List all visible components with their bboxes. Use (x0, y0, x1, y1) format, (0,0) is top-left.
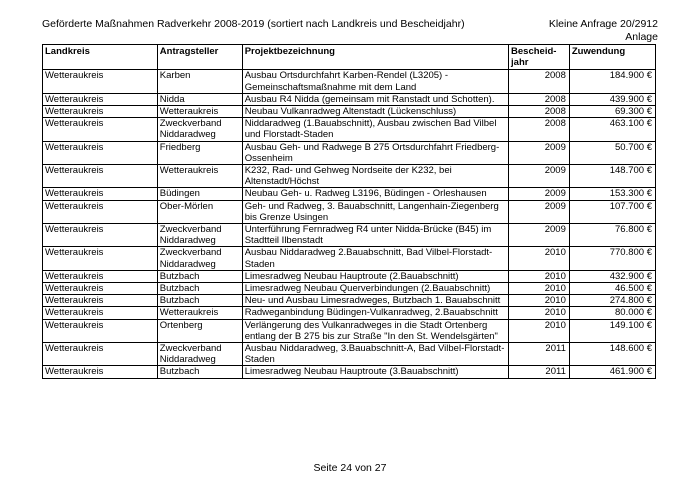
cell-zuwendung: 461.900 € (569, 366, 655, 378)
table-row (43, 93, 656, 105)
header-zuwendung: Zuwendung (569, 45, 655, 70)
cell-antragsteller: Wetteraukreis (157, 307, 242, 319)
cell-projektbezeichnung: Radweganbindung Büdingen-Vulkanradweg, 2.Bauabschnitt (242, 307, 508, 319)
cell-zuwendung: 148.600 € (569, 343, 655, 366)
table-row (43, 307, 656, 319)
header-bescheidjahr: Bescheid-jahr (509, 45, 570, 70)
cell-projektbezeichnung: Neu- und Ausbau Limesradweges, Butzbach 1. Bauabschnitt (242, 295, 508, 307)
inquiry-number: Kleine Anfrage 20/2912 (548, 18, 658, 30)
cell-antragsteller: Butzbach (157, 270, 242, 282)
cell-projektbezeichnung: Limesradweg Neubau Hauptroute (3.Bauabschnitt) (242, 366, 508, 378)
cell-antragsteller: Zweckverband Niddaradweg (157, 224, 242, 247)
header-projektbezeichnung: Projektbezeichnung (242, 45, 508, 70)
cell-bescheidjahr: 2009 (509, 141, 570, 164)
table-row (43, 200, 656, 223)
cell-projektbezeichnung: Ausbau R4 Nidda (gemeinsam mit Ranstadt und Schotten). (242, 93, 508, 105)
cell-antragsteller: Zweckverband Niddaradweg (157, 247, 242, 270)
cell-zuwendung: 274.800 € (569, 295, 655, 307)
cell-landkreis: Wetteraukreis (43, 270, 158, 282)
cell-bescheidjahr: 2009 (509, 200, 570, 223)
cell-zuwendung: 463.100 € (569, 118, 655, 141)
table-row (43, 165, 656, 188)
table-row (43, 188, 656, 200)
cell-bescheidjahr: 2008 (509, 70, 570, 93)
cell-projektbezeichnung: Ausbau Geh- und Radwege B 275 Ortsdurchfahrt Friedberg-Ossenheim (242, 141, 508, 164)
cell-bescheidjahr: 2011 (509, 343, 570, 366)
cell-landkreis: Wetteraukreis (43, 141, 158, 164)
cell-antragsteller: Ober-Mörlen (157, 200, 242, 223)
document-reference (549, 18, 658, 44)
cell-projektbezeichnung: Verlängerung des Vulkanradweges in die Stadt Ortenberg entlang der B 275 bis zur Straße "In den St. Wendelsgärten" (242, 319, 508, 342)
cell-bescheidjahr: 2010 (509, 270, 570, 282)
cell-zuwendung: 153.300 € (569, 188, 655, 200)
cell-zuwendung: 80.000 € (569, 307, 655, 319)
cell-antragsteller: Wetteraukreis (157, 165, 242, 188)
table-row (43, 224, 656, 247)
cell-landkreis: Wetteraukreis (43, 283, 158, 295)
attachment-label: Anlage (625, 31, 658, 43)
cell-zuwendung: 770.800 € (569, 247, 655, 270)
cell-projektbezeichnung: Limesradweg Neubau Hauptroute (2.Bauabschnitt) (242, 270, 508, 282)
cell-landkreis: Wetteraukreis (43, 307, 158, 319)
header-landkreis: Landkreis (43, 45, 158, 70)
cell-antragsteller: Friedberg (157, 141, 242, 164)
table-body (43, 70, 656, 378)
cell-antragsteller: Zweckverband Niddaradweg (157, 118, 242, 141)
cell-landkreis: Wetteraukreis (43, 118, 158, 141)
cell-bescheidjahr: 2008 (509, 106, 570, 118)
cell-bescheidjahr: 2010 (509, 283, 570, 295)
cell-projektbezeichnung: Niddaradweg (1.Bauabschnitt), Ausbau zwischen Bad Vilbel und Florstadt-Staden (242, 118, 508, 141)
cell-landkreis: Wetteraukreis (43, 200, 158, 223)
funding-table (42, 44, 656, 379)
cell-landkreis: Wetteraukreis (43, 295, 158, 307)
table-row (43, 295, 656, 307)
cell-antragsteller: Nidda (157, 93, 242, 105)
table-row (43, 366, 656, 378)
table-row (43, 343, 656, 366)
cell-bescheidjahr: 2009 (509, 165, 570, 188)
cell-antragsteller: Zweckverband Niddaradweg (157, 343, 242, 366)
cell-bescheidjahr: 2010 (509, 295, 570, 307)
table-row (43, 106, 656, 118)
cell-landkreis: Wetteraukreis (43, 70, 158, 93)
cell-zuwendung: 148.700 € (569, 165, 655, 188)
cell-projektbezeichnung: Geh- und Radweg, 3. Bauabschnitt, Langenhain-Ziegenberg bis Grenze Usingen (242, 200, 508, 223)
table-row (43, 247, 656, 270)
cell-landkreis: Wetteraukreis (43, 165, 158, 188)
document-title: Geförderte Maßnahmen Radverkehr 2008-2019 (sortiert nach Landkreis und Bescheidjahr) (42, 18, 465, 30)
cell-projektbezeichnung: Neubau Geh- u. Radweg L3196, Büdingen - Orleshausen (242, 188, 508, 200)
cell-landkreis: Wetteraukreis (43, 343, 158, 366)
cell-landkreis: Wetteraukreis (43, 106, 158, 118)
cell-bescheidjahr: 2010 (509, 319, 570, 342)
cell-antragsteller: Karben (157, 70, 242, 93)
table-row (43, 70, 656, 93)
cell-projektbezeichnung: Ausbau Ortsdurchfahrt Karben-Rendel (L3205) - Gemeinschaftsmaßnahme mit dem Land (242, 70, 508, 93)
cell-antragsteller: Butzbach (157, 283, 242, 295)
cell-projektbezeichnung: Limesradweg Neubau Querverbindungen (2.Bauabschnitt) (242, 283, 508, 295)
cell-bescheidjahr: 2009 (509, 188, 570, 200)
table-row (43, 319, 656, 342)
cell-bescheidjahr: 2010 (509, 307, 570, 319)
cell-projektbezeichnung: Ausbau Niddaradweg 2.Bauabschnitt, Bad Vilbel-Florstadt-Staden (242, 247, 508, 270)
cell-zuwendung: 432.900 € (569, 270, 655, 282)
cell-antragsteller: Butzbach (157, 366, 242, 378)
cell-antragsteller: Ortenberg (157, 319, 242, 342)
cell-landkreis: Wetteraukreis (43, 247, 158, 270)
cell-zuwendung: 149.100 € (569, 319, 655, 342)
cell-zuwendung: 439.900 € (569, 93, 655, 105)
table-header-row (43, 45, 656, 70)
table-row (43, 141, 656, 164)
cell-bescheidjahr: 2009 (509, 224, 570, 247)
page-number: Seite 24 von 27 (313, 462, 387, 474)
cell-projektbezeichnung: K232, Rad- und Gehweg Nordseite der K232, bei Altenstadt/Höchst (242, 165, 508, 188)
cell-projektbezeichnung: Neubau Vulkanradweg Altenstadt (Lückenschluss) (242, 106, 508, 118)
cell-zuwendung: 69.300 € (569, 106, 655, 118)
cell-projektbezeichnung: Unterführung Fernradweg R4 unter Nidda-Brücke (B45) im Stadtteil Ilbenstadt (242, 224, 508, 247)
cell-landkreis: Wetteraukreis (43, 366, 158, 378)
cell-bescheidjahr: 2008 (509, 93, 570, 105)
cell-zuwendung: 184.900 € (569, 70, 655, 93)
table-row (43, 270, 656, 282)
cell-antragsteller: Butzbach (157, 295, 242, 307)
cell-landkreis: Wetteraukreis (43, 188, 158, 200)
cell-projektbezeichnung: Ausbau Niddaradweg, 3.Bauabschnitt-A, Bad Vilbel-Florstadt-Staden (242, 343, 508, 366)
cell-zuwendung: 50.700 € (569, 141, 655, 164)
cell-antragsteller: Büdingen (157, 188, 242, 200)
cell-landkreis: Wetteraukreis (43, 224, 158, 247)
cell-bescheidjahr: 2011 (509, 366, 570, 378)
cell-landkreis: Wetteraukreis (43, 93, 158, 105)
table-row (43, 283, 656, 295)
table-row (43, 118, 656, 141)
cell-landkreis: Wetteraukreis (43, 319, 158, 342)
cell-zuwendung: 46.500 € (569, 283, 655, 295)
cell-zuwendung: 107.700 € (569, 200, 655, 223)
cell-bescheidjahr: 2010 (509, 247, 570, 270)
cell-bescheidjahr: 2008 (509, 118, 570, 141)
header-antragsteller: Antragsteller (157, 45, 242, 70)
cell-zuwendung: 76.800 € (569, 224, 655, 247)
cell-antragsteller: Wetteraukreis (157, 106, 242, 118)
